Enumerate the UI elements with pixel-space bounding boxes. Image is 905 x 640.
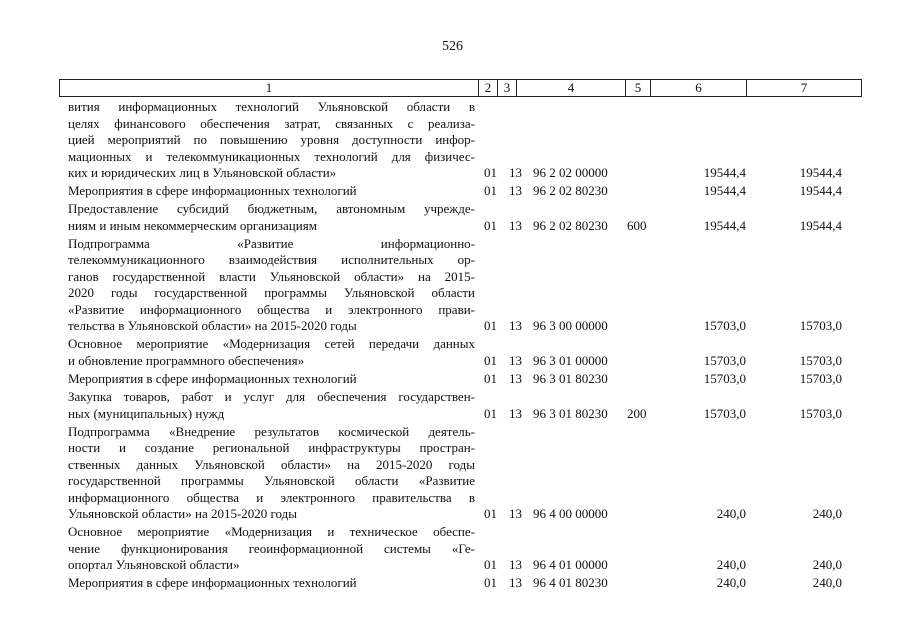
description-line: телекоммуникационного взаимодействия исполнительных ор- <box>68 252 475 268</box>
cell-c4: 96 3 00 00000 <box>533 318 608 334</box>
cell-c4: 96 2 02 80230 <box>533 217 608 233</box>
table-header <box>59 79 862 97</box>
cell-c6: 19544,4 <box>703 183 746 199</box>
description-line: цией мероприятий по повышению уровня доступности инфор- <box>68 132 475 147</box>
cell-c6: 240,0 <box>716 557 746 573</box>
header-col-1: 1 <box>265 80 273 95</box>
cell-c2: 01 <box>484 352 497 368</box>
description-line: Мероприятия в сфере информационных технологий <box>68 371 357 386</box>
cell-c2: 01 <box>484 506 497 522</box>
cell-c6: 19544,4 <box>703 165 746 180</box>
description-line: вития информационных технологий Ульяновской области в <box>68 99 475 114</box>
row-description <box>68 389 475 422</box>
row-description <box>68 524 475 574</box>
cell-c3: 13 <box>509 352 522 368</box>
cell-c7: 15703,0 <box>799 371 842 386</box>
cell-c5: 600 <box>627 217 647 233</box>
cell-c2: 01 <box>484 165 497 180</box>
cell-c6: 15703,0 <box>703 318 746 334</box>
cell-c4: 96 2 02 80230 <box>533 183 608 199</box>
row-description <box>68 424 475 523</box>
header-col-6: 6 <box>650 80 746 96</box>
cell-c3: 13 <box>509 575 522 591</box>
cell-c6: 15703,0 <box>703 352 746 368</box>
description-line: ганов государственной власти Ульяновской области» на 2015- <box>68 268 475 284</box>
cell-c4: 96 4 01 00000 <box>533 557 608 573</box>
cell-c4: 96 4 00 00000 <box>533 506 608 522</box>
cell-c2: 01 <box>484 557 497 573</box>
description-line: Мероприятия в сфере информационных технологий <box>68 575 357 591</box>
description-line: чение функционирования геоинформационной системы «Ге- <box>68 540 475 556</box>
row-description <box>68 371 475 388</box>
row-description <box>68 236 475 335</box>
cell-c2: 01 <box>484 318 497 334</box>
cell-c2: 01 <box>484 575 497 591</box>
header-col-4: 4 <box>516 80 625 96</box>
cell-c2: 01 <box>484 405 497 421</box>
row-description <box>68 201 475 234</box>
description-line: тельства в Ульяновской области» на 2015-2020 годы <box>68 318 357 334</box>
description-line: 2020 годы государственной программы Ульяновской области <box>68 285 475 301</box>
description-line: Основное мероприятие «Модернизация и техническое обеспе- <box>68 524 475 540</box>
description-line: ности и создание региональной инфраструктуры простран- <box>68 440 475 456</box>
cell-c7: 19544,4 <box>799 165 842 180</box>
cell-c3: 13 <box>509 183 522 199</box>
cell-c3: 13 <box>509 405 522 421</box>
description-line: Закупка товаров, работ и услуг для обеспечения государствен- <box>68 389 475 405</box>
header-col-5: 5 <box>625 80 650 96</box>
cell-c6: 240,0 <box>716 575 746 591</box>
cell-c4: 96 3 01 00000 <box>533 352 608 368</box>
description-line: Мероприятия в сфере информационных технологий <box>68 183 357 199</box>
cell-c3: 13 <box>509 506 522 522</box>
description-line: ственных данных Ульяновской области» на 2015-2020 годы <box>68 456 475 472</box>
description-line: ниям и иным некоммерческим организациям <box>68 217 317 233</box>
cell-c2: 01 <box>484 183 497 199</box>
cell-c3: 13 <box>509 371 522 386</box>
description-line: ких и юридических лиц в Ульяновской области» <box>68 165 337 180</box>
description-line: Основное мероприятие «Модернизация сетей передачи данных <box>68 336 475 352</box>
cell-c7: 15703,0 <box>799 318 842 334</box>
cell-c3: 13 <box>509 318 522 334</box>
cell-c7: 240,0 <box>812 557 842 573</box>
header-col-2: 2 <box>478 80 497 96</box>
description-line: государственной программы Ульяновской области «Развитие <box>68 473 475 489</box>
description-line: опортал Ульяновской области» <box>68 557 240 573</box>
cell-c7: 19544,4 <box>799 183 842 199</box>
description-line: Ульяновской области» на 2015-2020 годы <box>68 506 298 522</box>
cell-c7: 19544,4 <box>799 217 842 233</box>
description-line: «Развитие информационного общества и электронного прави- <box>68 301 475 317</box>
row-description <box>68 575 475 592</box>
description-line: и обновление программного обеспечения» <box>68 352 305 368</box>
cell-c5: 200 <box>627 405 647 421</box>
cell-c4: 96 4 01 80230 <box>533 575 608 591</box>
description-line: целях финансового обеспечения затрат, связанных с реализа- <box>68 115 475 131</box>
cell-c3: 13 <box>509 165 522 180</box>
cell-c6: 15703,0 <box>703 371 746 386</box>
description-line: информационного общества и электронного правительства в <box>68 489 475 505</box>
cell-c7: 240,0 <box>812 575 842 591</box>
row-description <box>68 336 475 369</box>
cell-c6: 19544,4 <box>703 217 746 233</box>
description-line: мационных и телекоммуникационных технологий для физичес- <box>68 148 475 164</box>
cell-c7: 15703,0 <box>799 352 842 368</box>
header-col-7: 7 <box>746 80 861 96</box>
cell-c4: 96 2 02 00000 <box>533 165 608 180</box>
page-number: 526 <box>442 39 463 54</box>
cell-c3: 13 <box>509 217 522 233</box>
description-line: Предоставление субсидий бюджетным, автономным учрежде- <box>68 201 475 217</box>
row-description <box>68 183 475 200</box>
description-line: Подпрограмма «Развитие информационно- <box>68 235 475 251</box>
cell-c7: 240,0 <box>812 506 842 522</box>
cell-c6: 15703,0 <box>703 405 746 421</box>
description-line: Подпрограмма «Внедрение результатов космической деятель- <box>68 423 475 439</box>
cell-c6: 240,0 <box>716 506 746 522</box>
cell-c7: 15703,0 <box>799 405 842 421</box>
row-description <box>68 99 475 182</box>
cell-c4: 96 3 01 80230 <box>533 371 608 386</box>
description-line: ных (муниципальных) нужд <box>68 405 225 421</box>
cell-c2: 01 <box>484 371 497 386</box>
header-col-3: 3 <box>497 80 516 96</box>
cell-c2: 01 <box>484 217 497 233</box>
cell-c3: 13 <box>509 557 522 573</box>
cell-c4: 96 3 01 80230 <box>533 405 608 421</box>
